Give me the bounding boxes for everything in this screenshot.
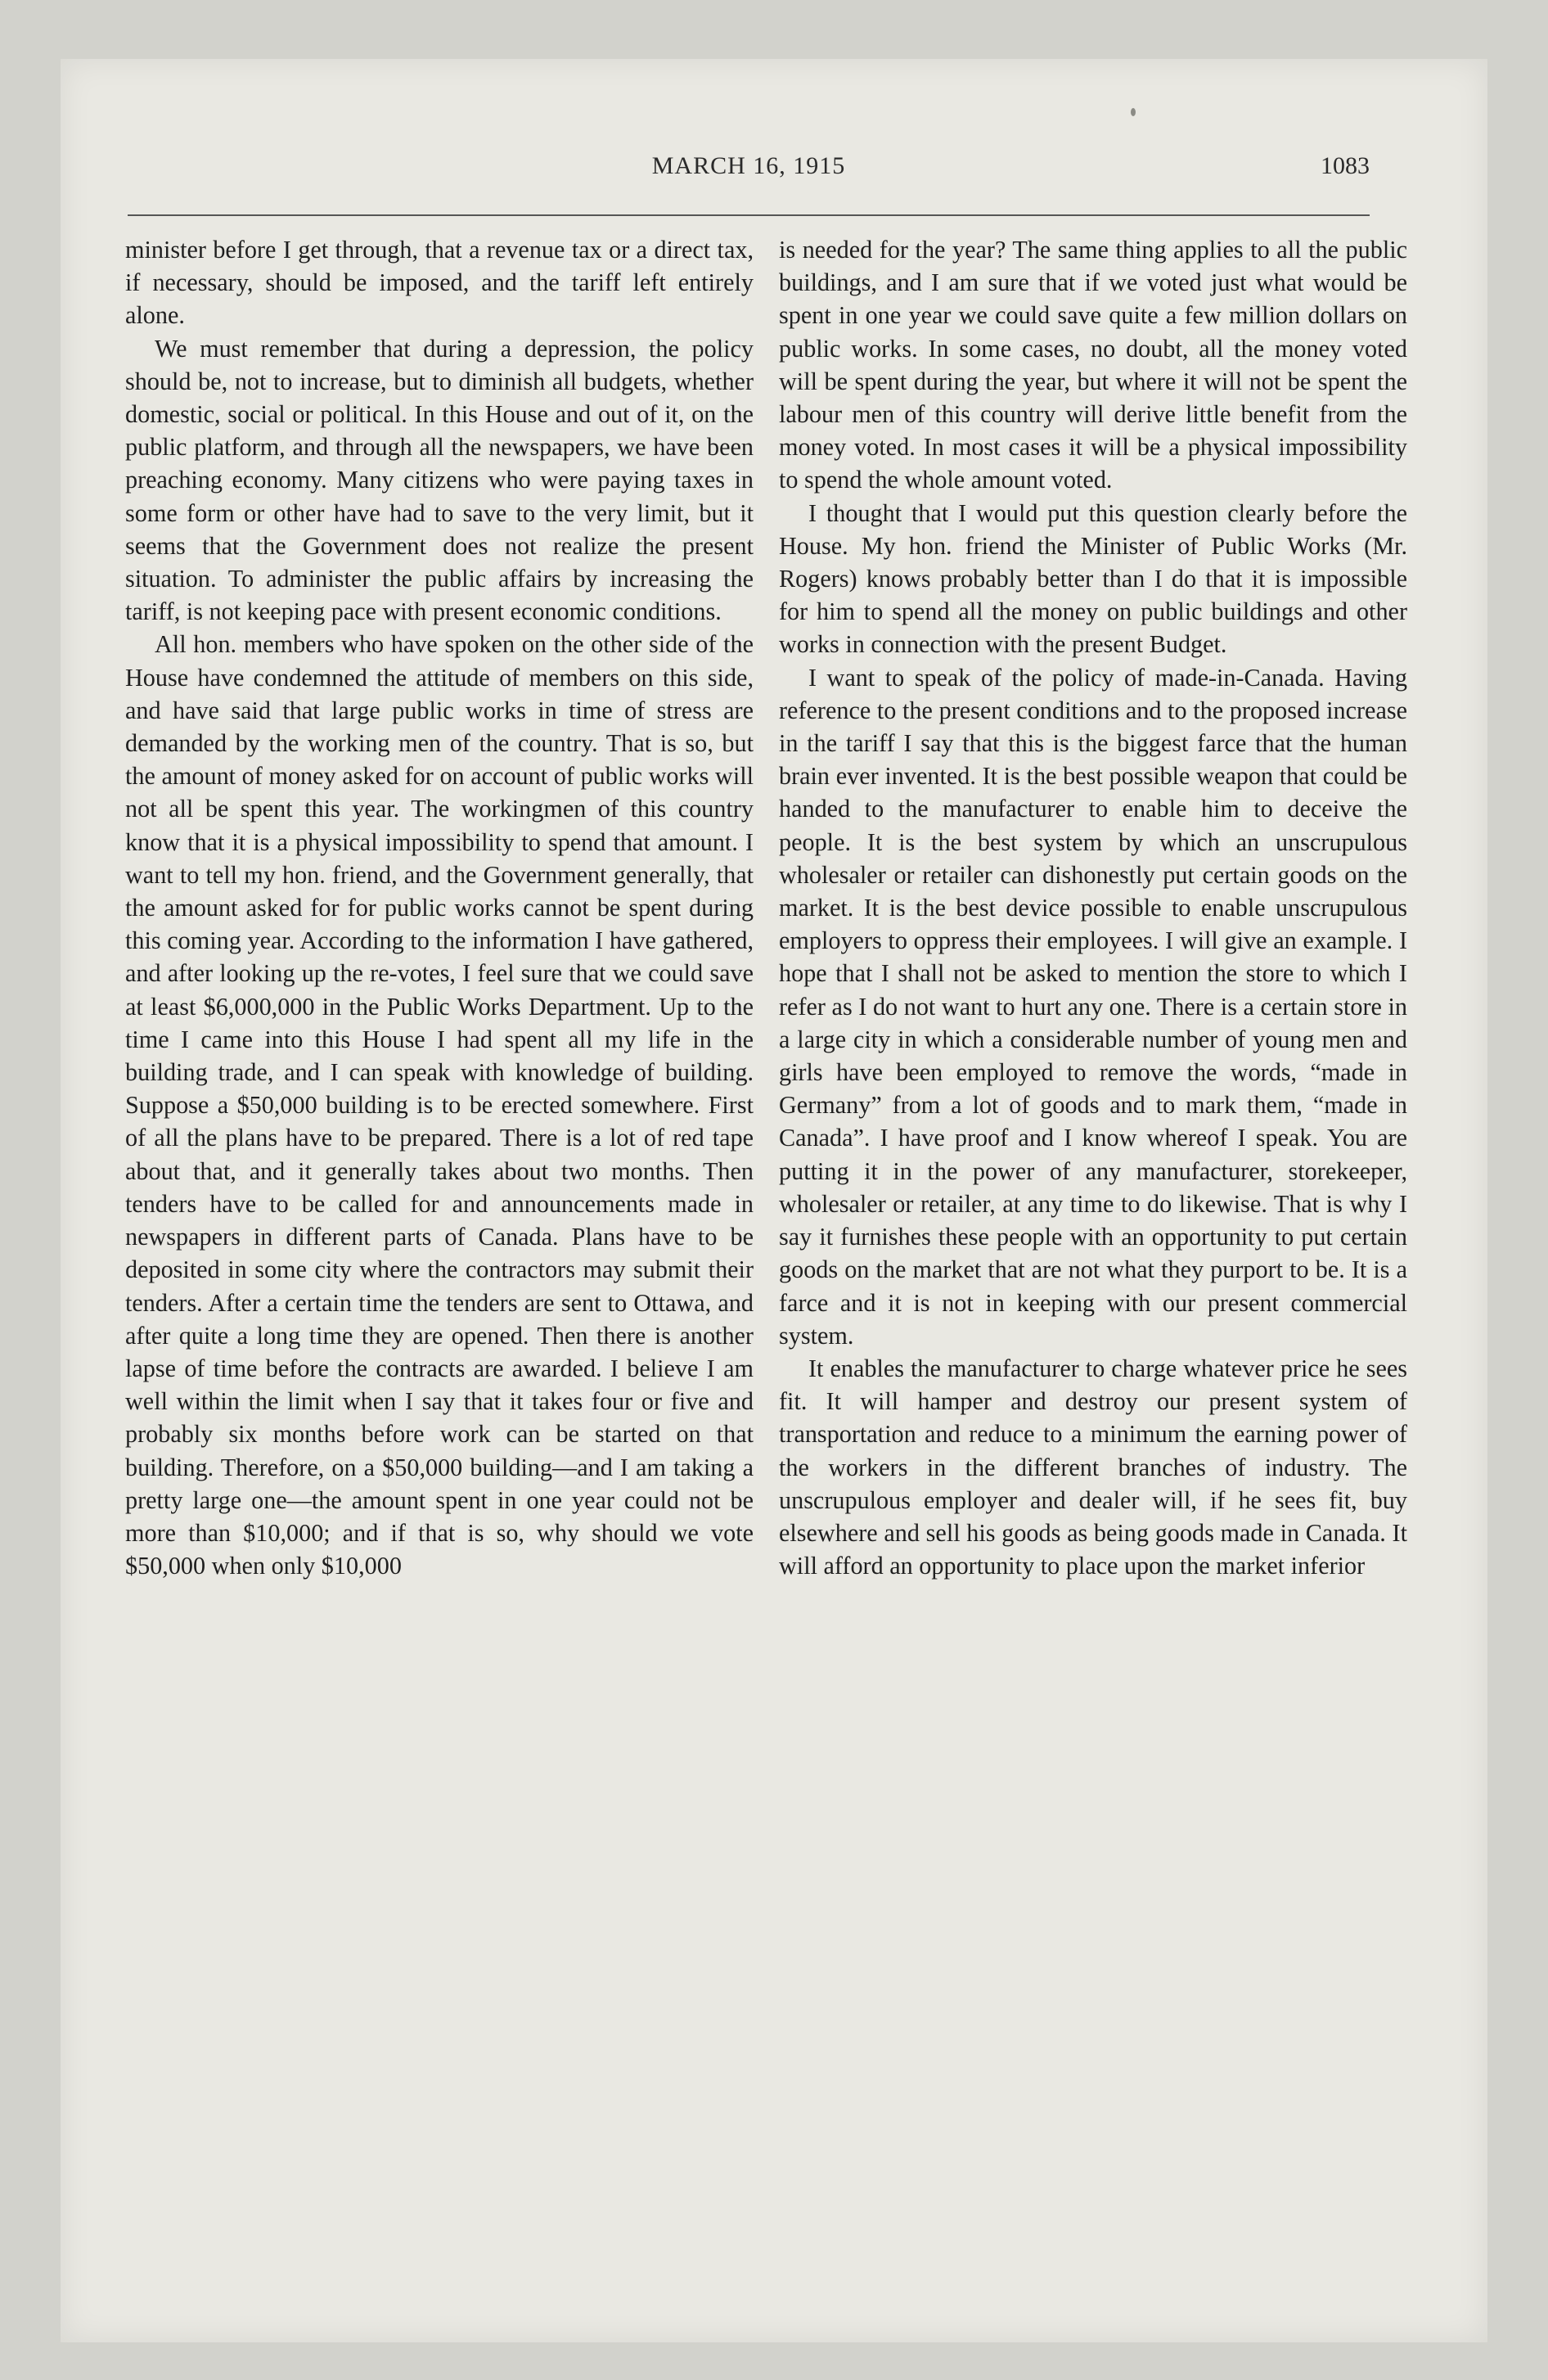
- paragraph: is needed for the year? The same thing applies to all the public buildings, and I am sure that if we voted just what would be spent in one year we could save quite a few million dollars on public works. In some cases, no doubt, all the money voted will be spent during the year, but where it will not be spent the labour men of this country will derive little benefit from the money voted. In most cases it will be a physical impossibility to spend the whole amount voted.: [779, 236, 1407, 494]
- paragraph: All hon. members who have spoken on the other side of the House have condemned the attitude of members on this side, and have said that large public works in time of stress are demanded by the working men of the country. That is so, but the amount of money asked for on account of public works will not all be spent this year. The workingmen of this country know that it is a physical impossibility to spend that amount. I want to tell my hon. friend, and the Government generally, that the amount asked for for public works cannot be spent during this coming year. According to the information I have gathered, and after looking up the re-votes, I feel sure that we could save at least $6,000,000 in the Public Works Department. Up to the time I came into this House I had spent all my life in the building trade, and I can speak with knowledge of building. Suppose a $50,000 building is to be erected somewhere. First of all the plans have to be prepared. There is a lot of red tape about that, and it generally takes about two months. Then tenders have to be called for and announcements made in newspapers in different parts of Canada. Plans have to be deposited in some city where the contractors may submit their tenders. After a certain time the tenders are sent to Ottawa, and after quite a long time they are opened. Then there is another lapse of time before the contracts are awarded. I believe I am well within the limit when I say that it takes four or five and probably six months before work can be started on that building. Therefore, on a $50,000 building—and I am taking a pretty large one—the amount spent in one year could not be more than $10,000; and if that is so, why should we vote $50,000 when only $10,000: [125, 630, 754, 1580]
- page-number: 1083: [1321, 152, 1370, 179]
- paragraph: I thought that I would put this question clearly before the House. My hon. friend the Minister of Public Works (Mr. Rogers) knows probably better than I do that it is impossible for him to spend all the money on public buildings and other works in connection with the present Budget.: [779, 498, 1407, 659]
- paragraph: It enables the manufacturer to charge whatever price he sees fit. It will hamper and destroy our present system of transportation and reduce to a minimum the earning power of the workers in the different branches of industry. The unscrupulous employer and dealer will, if he sees fit, buy elsewhere and sell his goods as being goods made in Canada. It will afford an opportunity to place upon the market inferior: [779, 1354, 1407, 1580]
- right-column: [779, 233, 1407, 1582]
- header-date: MARCH 16, 1915: [651, 152, 846, 179]
- paragraph: We must remember that during a depression, the policy should be, not to increase, but to diminish all budgets, whether domestic, social or political. In this House and out of it, on the public platform, and through all the newspapers, we have been preaching economy. Many citizens who were paying taxes in some form or other have had to save to the very limit, but it seems that the Government does not realize the present situation. To administer the public affairs by increasing the tariff, is not keeping pace with present economic conditions.: [125, 334, 754, 626]
- paragraph: I want to speak of the policy of made-in-Canada. Having reference to the present conditions and to the proposed increase in the tariff I say that this is the biggest farce that the human brain ever invented. It is the best possible weapon that could be handed to the manufacturer to enable him to deceive the people. It is the best system by which an unscrupulous wholesaler or retailer can dishonestly put certain goods on the market. It is the best device possible to enable unscrupulous employers to oppress their employees. I will give an example. I hope that I shall not be asked to mention the store to which I refer as I do not want to hurt any one. There is a certain store in a large city in which a considerable number of young men and girls have been employed to remove the words, “made in Germany” from a lot of goods and to mark them, “made in Canada”. I have proof and I know whereof I speak. You are putting it in the power of any manufacturer, storekeeper, wholesaler or retailer, at any time to do likewise. That is why I say it furnishes these people with an opportunity to put certain goods on the market that are not what they purport to be. It is a farce and it is not in keeping with our present commercial system.: [779, 663, 1407, 1350]
- header-rule: [128, 214, 1370, 216]
- paragraph: minister before I get through, that a revenue tax or a direct tax, if necessary, should be imposed, and the tariff left entirely alone.: [125, 236, 754, 330]
- page-header: [128, 152, 1370, 201]
- ink-speck: [1131, 108, 1136, 116]
- left-column: [125, 233, 754, 1582]
